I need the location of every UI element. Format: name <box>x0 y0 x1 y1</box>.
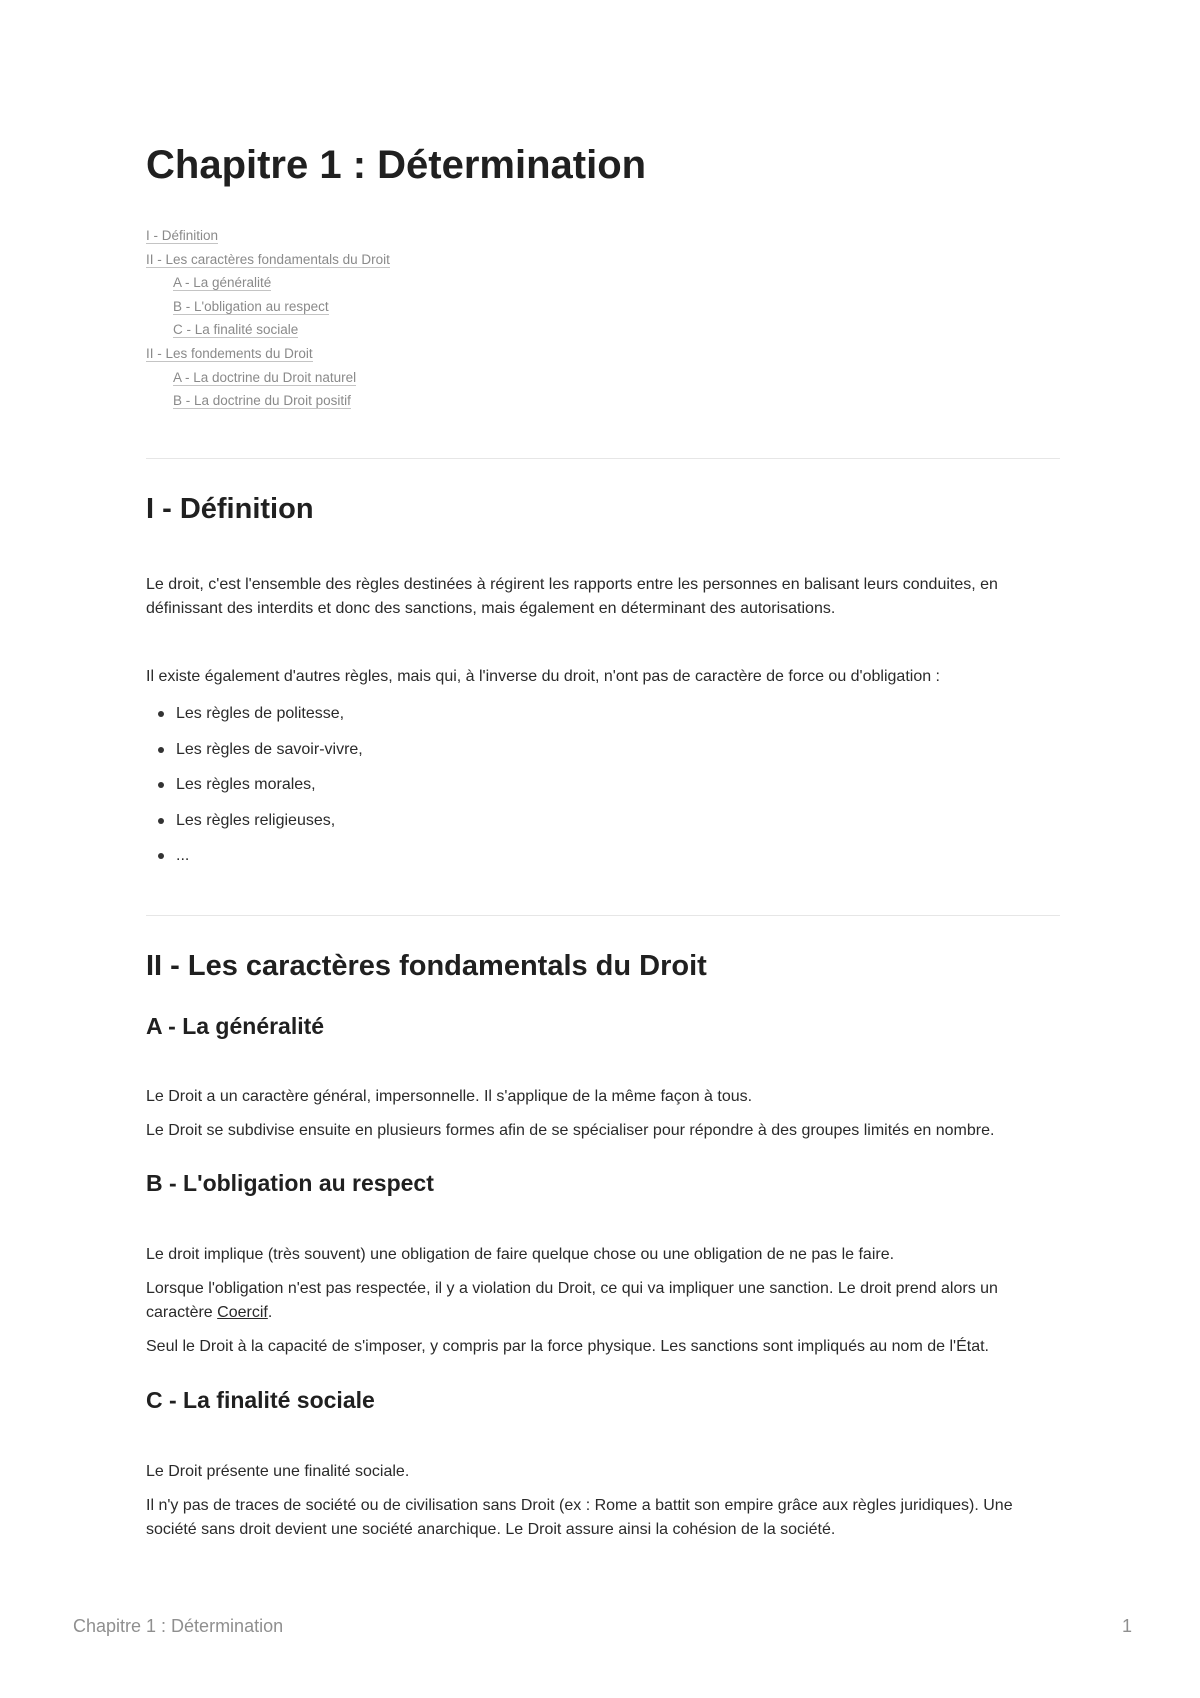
toc-item <box>146 393 390 417</box>
toc-link[interactable]: II - Les caractères fondamentals du Droit <box>146 251 390 267</box>
page-number: 1 <box>1121 1616 1132 1636</box>
toc-link[interactable]: I - Définition <box>146 228 219 243</box>
paragraph: Le Droit se subdivise ensuite en plusieurs formes afin de se spécialiser pour répondre à des groupes limités en nombre. <box>146 1122 995 1139</box>
list-item: Les règles de savoir-vivre, <box>146 738 363 774</box>
section-heading-definition: I - Définition <box>146 493 314 525</box>
toc-item <box>146 228 390 252</box>
toc-item <box>146 346 390 370</box>
coercif-term: Coercif <box>217 1304 268 1321</box>
paragraph <box>146 1277 1060 1325</box>
section-heading-caracteres: II - Les caractères fondamentals du Droit <box>146 950 707 982</box>
toc-link[interactable]: A - La généralité <box>173 275 272 291</box>
list-item: Les règles religieuses, <box>146 809 363 845</box>
paragraph: Seul le Droit à la capacité de s'imposer, y compris par la force physique. Les sanctions sont impliqués au nom de l'État. <box>146 1338 989 1355</box>
paragraph: Le droit implique (très souvent) une obligation de faire quelque chose ou une obligation de ne pas le faire. <box>146 1246 895 1263</box>
list-item: ... <box>146 844 363 880</box>
bullet-list <box>146 702 363 880</box>
subsection-heading-finalite: C - La finalité sociale <box>146 1387 375 1413</box>
subsection-heading-obligation: B - L'obligation au respect <box>146 1170 434 1196</box>
paragraph-text: Lorsque l'obligation n'est pas respectée, il y a violation du Droit, ce qui va impliquer une sanction. Le droit prend alors un caractère <box>146 1280 998 1321</box>
toc-link[interactable]: B - L'obligation au respect <box>173 298 329 314</box>
footer-title: Chapitre 1 : Détermination <box>73 1616 284 1636</box>
toc-item <box>146 275 390 299</box>
list-item: Les règles de politesse, <box>146 702 363 738</box>
page-title: Chapitre 1 : Détermination <box>146 143 647 187</box>
toc-item <box>146 322 390 346</box>
table-of-contents <box>146 228 390 417</box>
toc-item <box>146 252 390 276</box>
toc-link[interactable]: II - Les fondements du Droit <box>146 345 313 361</box>
paragraph: Le droit, c'est l'ensemble des règles destinées à régirent les rapports entre les personnes en balisant leurs conduites, en définissant des interdits et donc des sanctions, mais également en déterminant des autorisations. <box>146 576 998 617</box>
toc-link[interactable]: B - La doctrine du Droit positif <box>173 393 351 409</box>
toc-item <box>146 370 390 394</box>
subsection-heading-generalite: A - La généralité <box>146 1013 325 1039</box>
paragraph: Le Droit présente une finalité sociale. <box>146 1463 410 1480</box>
toc-link[interactable]: A - La doctrine du Droit naturel <box>173 369 357 385</box>
paragraph-text: . <box>267 1304 273 1321</box>
toc-item <box>146 299 390 323</box>
list-item: Les règles morales, <box>146 773 363 809</box>
paragraph: Il n'y pas de traces de société ou de civilisation sans Droit (ex : Rome a battit son empire grâce aux règles juridiques). Une société sans droit devient une société anarchique. Le Droit assure ainsi la cohésion de la société. <box>146 1497 1013 1538</box>
section-divider <box>146 915 1060 916</box>
paragraph: Le Droit a un caractère général, impersonnelle. Il s'applique de la même façon à tous. <box>146 1088 753 1105</box>
paragraph: Il existe également d'autres règles, mais qui, à l'inverse du droit, n'ont pas de caractère de force ou d'obligation : <box>146 668 940 685</box>
toc-link[interactable]: C - La finalité sociale <box>173 322 299 338</box>
section-divider <box>146 458 1060 459</box>
